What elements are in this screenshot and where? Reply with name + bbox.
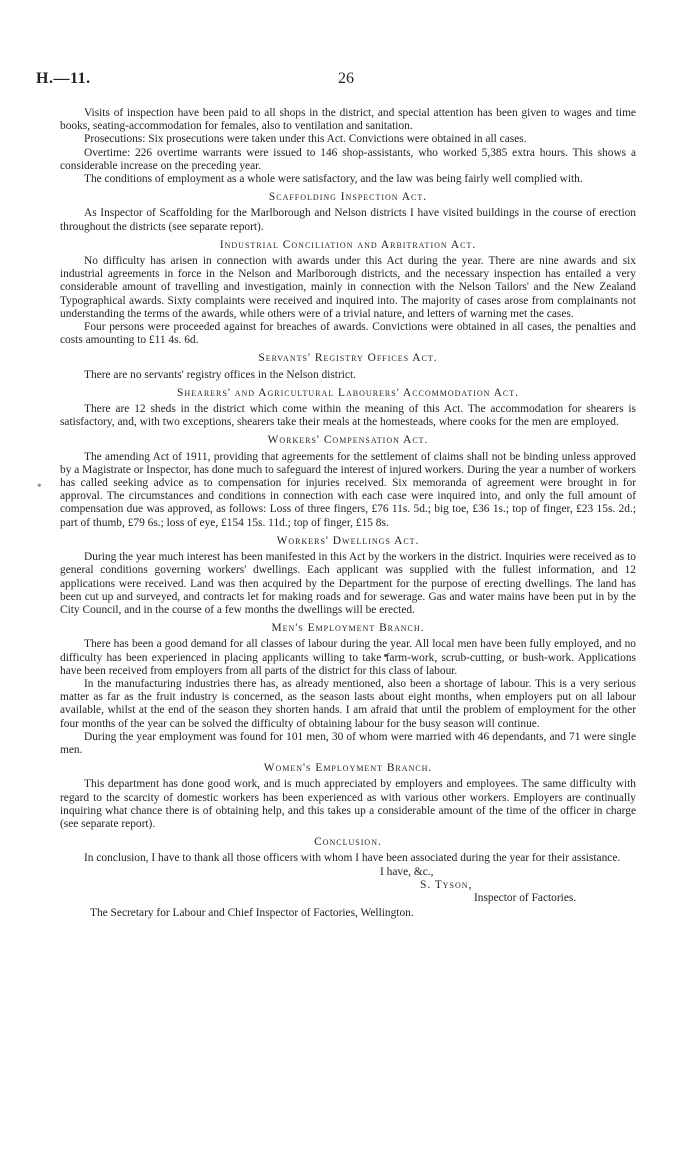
- shops-inspection-paragraph: Visits of inspection have been paid to all shops in the district, and special attention has been given to wages and time books, seating-accommodation for females, also to ventilation and sanitation.: [60, 107, 636, 133]
- mens-employment-paragraph-2: In the manufacturing industries there has, as already mentioned, also been a shortage of labour. This is a very serious matter as far as the fruit industry is concerned, as the season lasts about eight months, when employers put on all labour available, whilst at the end of the season they shorten hands. I am afraid that until the problem of employment for the other four months of the year can be solved the difficulty of obtaining labour for the busy season will continue.: [60, 677, 636, 730]
- scaffolding-heading: Scaffolding Inspection Act.: [268, 191, 428, 204]
- overtime-paragraph: Overtime: 226 overtime warrants were issued to 146 shop-assistants, who worked 5,385 extra hours. This shows a considerable increase on the preceding year.: [60, 146, 636, 172]
- conciliation-paragraph-2: Four persons were proceeded against for breaches of awards. Convictions were obtained in all cases, the penalties and costs amounting to £11 4s. 6d.: [60, 321, 636, 347]
- addressee-line: The Secretary for Labour and Chief Inspector of Factories, Wellington.: [90, 907, 414, 920]
- workers-compensation-paragraph: The amending Act of 1911, providing that agreements for the settlement of claims shall not be binding unless approved by a Magistrate or Inspector, has done much to safeguard the interest of injured workers. During the year a number of workers has called seeking advice as to compensation for injuries received. Six memoranda of agreement were brought in for approval. The circumstances and conditions in connection with each case were inquired into, and only the full amount of compensation due was approved, as follows: Loss of three fingers, £76 11s. 5d.; big toe, £36 1s.; top of finger, £23 15s. 2d.; part of thumb, £79 6s.; loss of eye, £154 15s. 11d.; top of finger, £15 8s.: [60, 450, 636, 529]
- mens-employment-heading: Men's Employment Branch.: [271, 622, 425, 635]
- document-body: [60, 107, 636, 920]
- shearers-paragraph: There are 12 sheds in the district which come within the meaning of this Act. The accommodation for shearers is satisfactory, and, with two exceptions, shearers take their meals at the homesteads, where cooks for the men are employed.: [60, 403, 636, 429]
- servants-registry-heading: Servants' Registry Offices Act.: [258, 352, 438, 365]
- report-reference: H.—11.: [36, 70, 91, 87]
- workers-dwellings-paragraph: During the year much interest has been manifested in this Act by the workers in the district. Inquiries were received as to general conditions governing workers' dwellings. Each applicant was supplied with the fullest information, and 12 applications were received. Land was then acquired by the Department for the purpose of erecting dwellings. The land has been cut up and surveyed, and contracts let for making roads and for sewerage. Gas and water mains have been put in by the City Council, and in the course of a few months the dwellings will be erected.: [60, 551, 636, 616]
- workers-compensation-heading: Workers' Compensation Act.: [267, 434, 429, 447]
- conditions-paragraph: The conditions of employment as a whole were satisfactory, and the law was being fairly well complied with.: [84, 173, 583, 186]
- conclusion-heading: Conclusion.: [314, 836, 382, 849]
- signatory-name: S. Tyson,: [420, 878, 473, 891]
- womens-employment-heading: Women's Employment Branch.: [263, 762, 433, 775]
- signoff-line: I have, &c.,: [380, 865, 434, 878]
- workers-dwellings-heading: Workers' Dwellings Act.: [276, 534, 420, 547]
- page-number: 26: [338, 70, 354, 87]
- margin-asterisk-mark: *: [37, 482, 42, 492]
- conclusion-paragraph: In conclusion, I have to thank all those officers with whom I have been associated during the year for their assistance.: [84, 852, 621, 865]
- shearers-heading: Shearers' and Agricultural Labourers' Accommodation Act.: [177, 386, 519, 399]
- mens-employment-paragraph-1: There has been a good demand for all classes of labour during the year. All local men have been fully employed, and no difficulty has been experienced in placing applicants willing to take farm-work, scrub-cutting, or bush-work. Applications have been received from employers from all parts of the district for this class of labour.: [60, 638, 636, 677]
- scaffolding-paragraph: As Inspector of Scaffolding for the Marlborough and Nelson districts I have visited buildings in the course of erection throughout the districts (see separate report).: [60, 207, 636, 233]
- conciliation-paragraph-1: No difficulty has arisen in connection with awards under this Act during the year. There are nine awards and six industrial agreements in force in the Nelson and Marlborough districts, and the necessary inspection has entailed a very considerable amount of travelling and investigation, mainly in connection with the Nelson Tailors' and the New Zealand Typographical awards. Sixty complaints were received and inquired into. The majority of cases arose from complainants not understanding the terms of the awards, while others were of a trivial nature, and letters of warning met the cases.: [60, 255, 636, 320]
- conciliation-heading: Industrial Conciliation and Arbitration Act.: [219, 238, 477, 251]
- servants-registry-paragraph: There are no servants' registry offices in the Nelson district.: [84, 368, 356, 381]
- prosecutions-paragraph: Prosecutions: Six prosecutions were taken under this Act. Convictions were obtained in all cases.: [84, 133, 527, 146]
- signatory-title: Inspector of Factories.: [474, 891, 577, 904]
- womens-employment-paragraph: This department has done good work, and is much appreciated by employers and employees. The same difficulty with regard to the scarcity of domestic workers has been experienced as with various other workers. Employers are continually inquiring what chance there is of obtaining help, and this takes up a considerable amount of the time of the officer in charge (see separate report).: [60, 778, 636, 830]
- mens-employment-paragraph-3: During the year employment was found for 101 men, 30 of whom were married with 46 dependants, and 71 were single men.: [60, 730, 636, 756]
